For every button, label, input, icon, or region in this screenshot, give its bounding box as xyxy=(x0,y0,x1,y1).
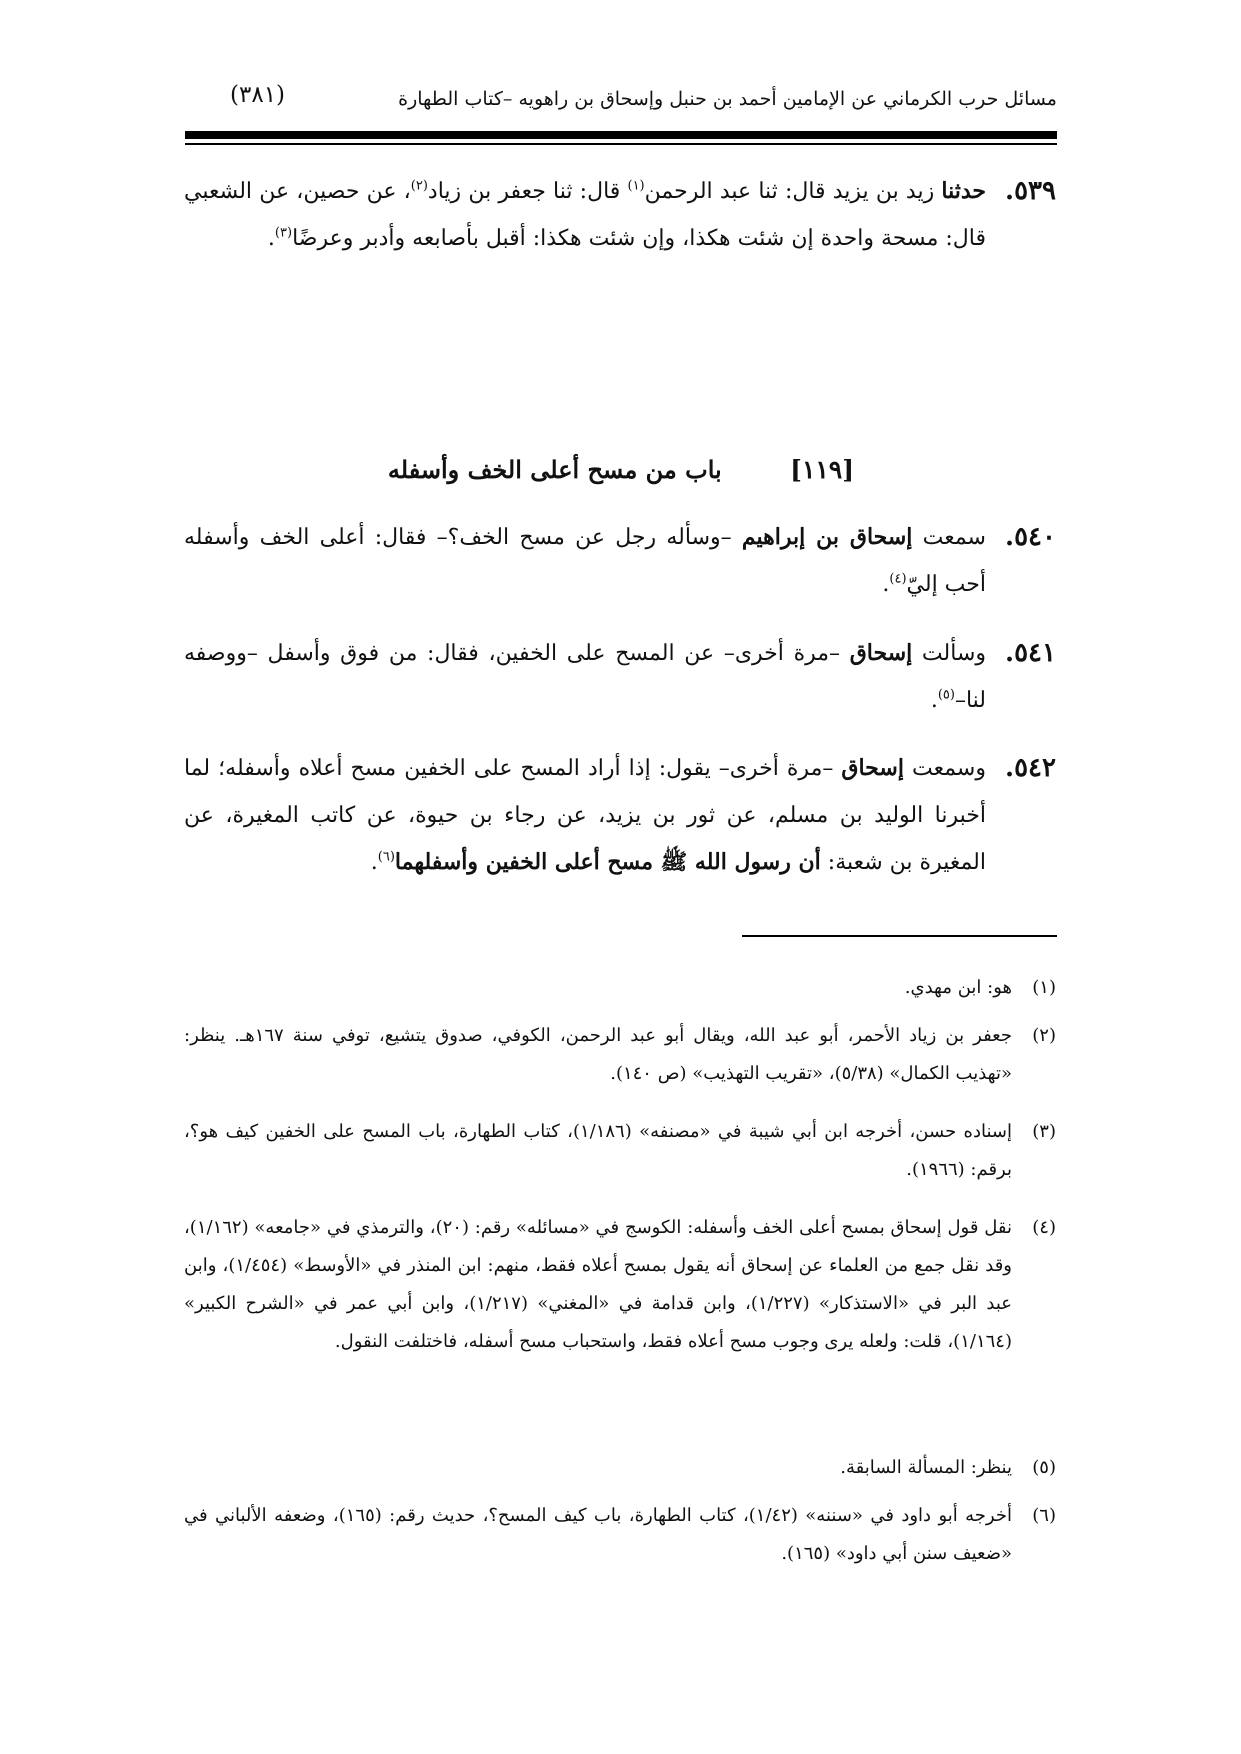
text-run: . xyxy=(267,226,275,251)
running-title: مسائل حرب الكرماني عن الإمامين أحمد بن حنبل وإسحاق بن راهويه –كتاب الطهارة xyxy=(398,88,1057,110)
chapter-heading xyxy=(185,455,1057,484)
footnote-number: (١) xyxy=(1032,977,1056,998)
entry-text xyxy=(184,756,986,875)
text-run: –مرة أخرى– يقول: إذا أراد المسح على الخفين مسح أعلاه وأسفله؛ لما أخبرنا الوليد بن مسلم، عن ثور بن يزيد، عن رجاء بن حيوة، عن كاتب المغيرة، عن المغيرة بن شعبة: xyxy=(184,756,986,875)
footnote-text: جعفر بن زياد الأحمر، أبو عبد الله، ويقال أبو عبد الرحمن، الكوفي، صدوق يتشيع، توفي سنة ١٦٧هـ. ينظر: «تهذيب الكمال» (٥/٣٨)، «تقريب التهذيب» (ص ١٤٠). xyxy=(184,1025,1012,1084)
bold-text: أن رسول الله ﷺ مسح أعلى الخفين وأسفلهما xyxy=(394,849,821,875)
bold-text: إسحاق xyxy=(841,755,904,781)
footnote-text: ينظر: المسألة السابقة. xyxy=(840,1457,1012,1478)
footnote-text: هو: ابن مهدي. xyxy=(904,977,1012,998)
footnote-number: (٦) xyxy=(1032,1505,1056,1526)
text-run: –مرة أخرى– عن المسح على الخفين، فقال: من فوق وأسفل –ووصفه لنا– xyxy=(184,641,986,713)
text-run: وسمعت xyxy=(903,756,986,781)
running-header xyxy=(185,82,1057,122)
footnote-ref: (٤) xyxy=(889,571,907,587)
footnote-1 xyxy=(184,969,1056,1007)
header-rule-thick xyxy=(185,131,1057,139)
text-run: سمعت xyxy=(912,525,986,550)
footnote-6 xyxy=(184,1497,1056,1573)
footnote-ref: (٢) xyxy=(410,178,428,194)
footnote-ref: (٦) xyxy=(377,849,395,865)
text-run: . xyxy=(882,572,890,597)
entry-539 xyxy=(184,168,1056,262)
footnote-4 xyxy=(184,1209,1056,1361)
footnote-number: (٢) xyxy=(1032,1025,1056,1046)
footnote-text: إسناده حسن، أخرجه ابن أبي شيبة في «مصنفه» (١/١٨٦)، كتاب الطهارة، باب المسح على الخفين كيف هو؟، برقم: (١٩٦٦). xyxy=(184,1121,1013,1180)
entry-number: ٥٤٢. xyxy=(1005,753,1056,783)
text-run: . xyxy=(370,850,378,875)
chapter-number: [١١٩] xyxy=(790,455,855,484)
header-rule-thin xyxy=(185,143,1057,145)
footnote-ref: (١) xyxy=(627,178,645,194)
footnote-ref: (٥) xyxy=(937,687,955,703)
footnote-2 xyxy=(184,1017,1056,1093)
footnote-number: (٣) xyxy=(1032,1121,1056,1142)
entry-542 xyxy=(184,745,1056,886)
footnote-text: أخرجه أبو داود في «سننه» (١/٤٢)، كتاب الطهارة، باب كيف المسح؟، حديث رقم: (١٦٥)، وضعفه الألباني في «ضعيف سنن أبي داود» (١٦٥). xyxy=(184,1505,1012,1564)
footnote-ref: (٣) xyxy=(274,225,293,241)
entry-540 xyxy=(184,514,1056,608)
footnote-number: (٥) xyxy=(1032,1457,1056,1478)
entry-text xyxy=(184,525,986,597)
footnote-text: نقل قول إسحاق بمسح أعلى الخف وأسفله: الكوسج في «مسائله» رقم: (٢٠)، والترمذي في «جامعه» (١/١٦٢)، وقد نقل جمع من العلماء عن إسحاق أنه يقول بمسح أعلاه فقط، منهم: ابن المنذر في «الأوسط» (١/٤٥٤)، وابن عبد البر في «الاستذكار» (١/٢٢٧)، وابن قدامة في «المغني» (١/٢١٧)، وابن أبي عمر في «الشرح الكبير» (١/١٦٤)، قلت: ولعله يرى وجوب مسح أعلاه فقط، واستحباب مسح أسفله، فاختلفت النقول. xyxy=(184,1217,1013,1352)
bold-text: حدثنا xyxy=(941,178,987,204)
footnote-separator xyxy=(742,935,1057,937)
text-run: –وسأله رجل عن مسح الخف؟– فقال: أعلى الخف وأسفله أحب إليّ xyxy=(184,525,986,597)
entry-text xyxy=(184,641,986,713)
bold-text: إسحاق xyxy=(849,640,913,666)
entry-text xyxy=(184,179,986,251)
entry-number: ٥٤١. xyxy=(1005,638,1056,668)
text-run: . xyxy=(930,688,938,713)
text-run: وسألت xyxy=(912,641,987,666)
text-run: زيد بن يزيد قال: ثنا عبد الرحمن xyxy=(644,179,942,204)
footnote-3 xyxy=(184,1113,1056,1189)
page-number: (٣٨١) xyxy=(230,82,286,108)
bold-text: إسحاق بن إبراهيم xyxy=(741,524,913,550)
text-run: ، عن حصين، عن الشعبي قال: مسحة واحدة إن شئت هكذا، وإن شئت هكذا: أقبل بأصابعه وأدبر وعرضًا xyxy=(184,179,986,251)
text-run: قال: ثنا جعفر بن زياد xyxy=(427,179,628,204)
footnote-5 xyxy=(184,1449,1056,1487)
entry-541 xyxy=(184,630,1056,724)
entry-number: ٥٤٠. xyxy=(1005,522,1056,552)
chapter-title: باب من مسح أعلى الخف وأسفله xyxy=(387,455,722,484)
entry-number: ٥٣٩. xyxy=(1005,176,1056,206)
footnote-number: (٤) xyxy=(1032,1217,1056,1238)
